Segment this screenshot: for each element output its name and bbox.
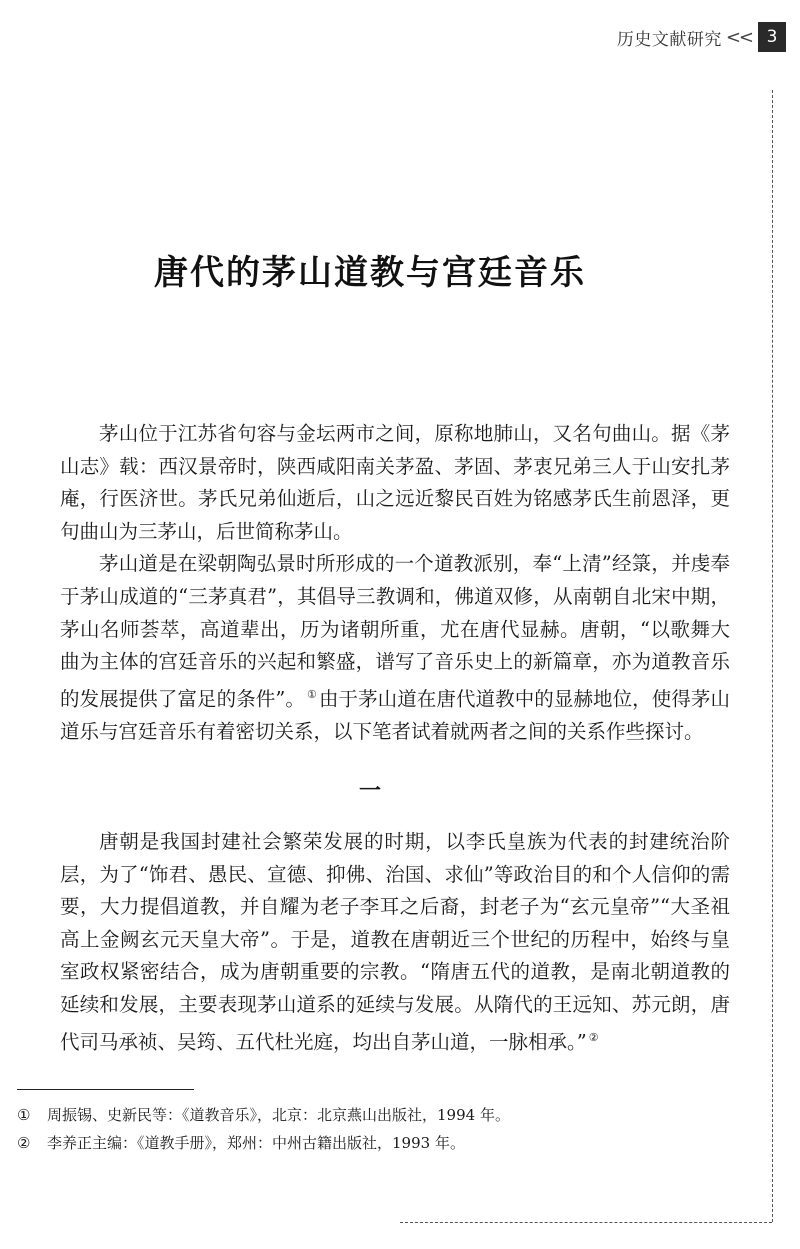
footnote-item bbox=[17, 1101, 737, 1129]
section-1-body bbox=[60, 826, 730, 1059]
footnote-mark: ① bbox=[17, 1106, 31, 1124]
intro-paragraph-2 bbox=[60, 548, 730, 748]
intro-paragraph-1: 茅山位于江苏省句容与金坛两市之间，原称地肺山，又名句曲山。据《茅山志》载：西汉景帝时，陕西咸阳南关茅盈、茅固、茅衷兄弟三人于山安扎茅庵，行医济世。茅氏兄弟仙逝后，山之远近黎民百姓为铭感茅氏生前恩泽，更句曲山为三茅山，后世简称茅山。 bbox=[60, 422, 730, 543]
running-header bbox=[617, 22, 786, 52]
running-title: 历史文献研究 bbox=[616, 29, 722, 50]
footnote-divider bbox=[17, 1089, 194, 1090]
dashed-border-vertical bbox=[772, 90, 773, 1222]
article-title: 唐代的茅山道教与宫廷音乐 bbox=[154, 253, 586, 293]
intro-section bbox=[60, 418, 730, 748]
footnote-mark: ② bbox=[17, 1134, 31, 1152]
page-number: 3 bbox=[758, 22, 786, 52]
dashed-border-horizontal bbox=[400, 1222, 772, 1223]
footnote-ref-1[interactable]: ① bbox=[306, 687, 317, 701]
footnote-text: 李养正主编：《道教手册》，郑州：中州古籍出版社，1993 年。 bbox=[47, 1134, 465, 1152]
intro-p2-text: 茅山道是在梁朝陶弘景时所形成的一个道教派别，奉“上清”经箓，并虔奉于茅山成道的“三茅真君”，其倡导三教调和，佛道双修，从南朝自北宋中期，茅山名师荟萃，高道辈出，历为诸朝所重，尤在唐代显赫。唐朝，“以歌舞大曲为主体的宫廷音乐的兴起和繁盛，谱写了音乐史上的新篇章，亦为道教音乐的发展提供了富足的条件”。 bbox=[60, 552, 730, 711]
footnote-ref-2[interactable]: ② bbox=[588, 1030, 599, 1044]
section-number: 一 bbox=[358, 779, 381, 804]
intro-p2-text-cont: 由于茅山道在唐代道教中的显赫地位，使得茅山道乐与宫廷音乐有着密切关系，以下笔者试着就两者之间的关系作些探讨。 bbox=[60, 687, 730, 743]
footnotes bbox=[17, 1101, 737, 1157]
chevron-left-icon: << bbox=[725, 26, 752, 48]
footnote-item bbox=[17, 1129, 737, 1157]
section-1-text: 唐朝是我国封建社会繁荣发展的时期，以李氏皇族为代表的封建统治阶层，为了“饰君、愚民、宣德、抑佛、治国、求仙”等政治目的和个人信仰的需要，大力提倡道教，并自耀为老子李耳之后裔，封老子为“玄元皇帝”“大圣祖高上金阙玄元天皇大帝”。于是，道教在唐朝近三个世纪的历程中，始终与皇室政权紧密结合，成为唐朝重要的宗教。“隋唐五代的道教，是南北朝道教的延续和发展，主要表现茅山道系的延续与发展。从隋代的王远知、苏元朗，唐代司马承祯、吴筠、五代杜光庭，均出自茅山道，一脉相承。” bbox=[60, 830, 730, 1054]
section-1-paragraph bbox=[60, 826, 730, 1059]
footnote-text: 周振锡、史新民等：《道教音乐》，北京：北京燕山出版社，1994 年。 bbox=[47, 1106, 510, 1124]
